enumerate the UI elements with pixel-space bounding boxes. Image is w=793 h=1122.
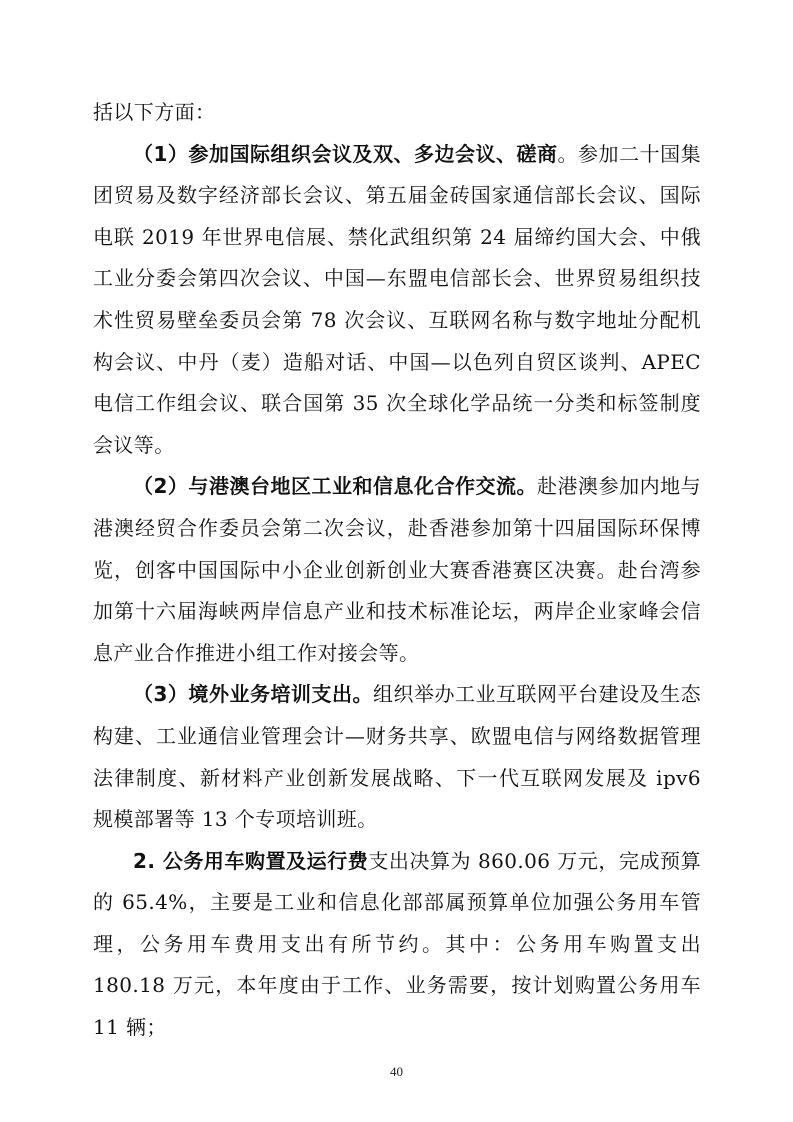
paragraph-international-meetings xyxy=(93,134,701,467)
paragraph-official-vehicles xyxy=(93,841,701,1049)
paragraph-heading: （2）与港澳台地区工业和信息化合作交流。 xyxy=(133,474,538,499)
paragraph-text: 组织举办工业互联网平台建设及生态构建、工业通信业管理会计—财务共享、欧盟电信与网络数据管理法律制度、新材料产业创新发展战略、下一代互联网发展及 ipv6 规模部署等 13 个专项培训班。 xyxy=(93,682,701,832)
paragraph-continuation xyxy=(93,92,701,134)
paragraph-overseas-training xyxy=(93,674,701,840)
paragraph-heading: （1）参加国际组织会议及双、多边会议、磋商 xyxy=(133,141,558,166)
paragraph-heading: 2. 公务用车购置及运行费 xyxy=(133,848,369,873)
paragraph-heading: （3）境外业务培训支出。 xyxy=(133,682,373,707)
paragraph-text: 括以下方面： xyxy=(93,100,216,124)
paragraph-text: 。参加二十国集团贸易及数字经济部长会议、第五届金砖国家通信部长会议、国际电联 2019 年世界电信展、禁化武组织第 24 届缔约国大会、中俄工业分委会第四次会议、中国—东盟电信部长会、世界贸易组织技术性贸易壁垒委员会第 78 次会议、互联网名称与数字地址分配机构会议、中丹（麦）造船对话、中国—以色列自贸区谈判、APEC 电信工作组会议、联合国第 35 次全球化学品统一分类和标签制度会议等。 xyxy=(93,141,701,457)
document-body xyxy=(93,92,701,1049)
paragraph-hk-macao-taiwan xyxy=(93,466,701,674)
paragraph-text: 支出决算为 860.06 万元，完成预算的 65.4%，主要是工业和信息化部部属预算单位加强公务用车管理，公务用车费用支出有所节约。其中：公务用车购置支出 180.18 万元，本年度由于工作、业务需要，按计划购置公务用车 11 辆； xyxy=(93,848,701,1040)
paragraph-text: 赴港澳参加内地与港澳经贸合作委员会第二次会议，赴香港参加第十四届国际环保博览，创客中国国际中小企业创新创业大赛香港赛区决赛。赴台湾参加第十六届海峡两岸信息产业和技术标准论坛，两岸企业家峰会信息产业合作推进小组工作对接会等。 xyxy=(93,474,701,665)
page-number: 40 xyxy=(390,1064,403,1079)
